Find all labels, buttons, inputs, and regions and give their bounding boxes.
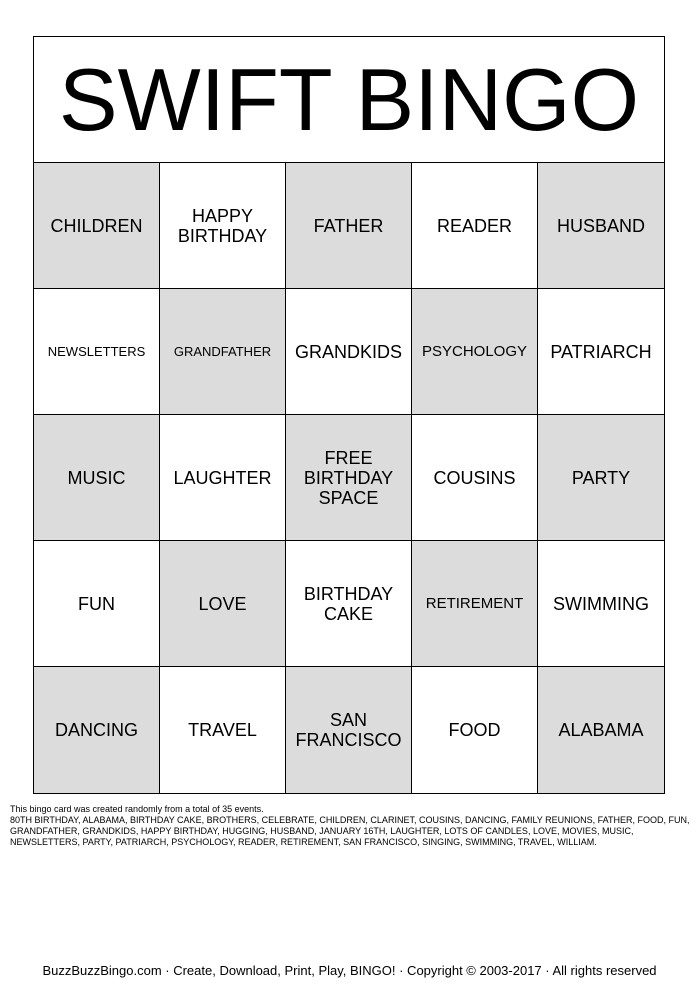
free-space-cell: FREE BIRTHDAY SPACE — [286, 415, 412, 541]
bingo-cell: TRAVEL — [160, 667, 286, 793]
bingo-grid — [34, 163, 664, 793]
bingo-cell: LOVE — [160, 541, 286, 667]
events-count-text: This bingo card was created randomly from a total of 35 events. — [10, 804, 264, 814]
bingo-cell: BIRTHDAY CAKE — [286, 541, 412, 667]
events-list-text: 80TH BIRTHDAY, ALABAMA, BIRTHDAY CAKE, BROTHERS, CELEBRATE, CHILDREN, CLARINET, COUSINS, DANCING, FAMILY REUNIONS, FATHER, FOOD, FUN, GRANDFATHER, GRANDKIDS, HAPPY BIRTHDAY, HUGGING, HUSBAND, JANUARY 16TH, LAUGHTER, LOTS OF CANDLES, LOVE, MOVIES, MUSIC, NEWSLETTERS, PARTY, PATRIARCH, PSYCHOLOGY, READER, RETIREMENT, SAN FRANCISCO, SINGING, SWIMMING, TRAVEL, WILLIAM. — [10, 815, 690, 847]
page-footer: BuzzBuzzBingo.com · Create, Download, Print, Play, BINGO! · Copyright © 2003-2017 · All rights reserved — [42, 963, 657, 978]
bingo-cell: LAUGHTER — [160, 415, 286, 541]
bingo-cell: FUN — [34, 541, 160, 667]
card-note — [10, 804, 690, 848]
bingo-cell: SWIMMING — [538, 541, 664, 667]
bingo-cell: RETIREMENT — [412, 541, 538, 667]
bingo-cell: GRANDKIDS — [286, 289, 412, 415]
bingo-cell: SAN FRANCISCO — [286, 667, 412, 793]
bingo-cell: GRANDFATHER — [160, 289, 286, 415]
bingo-cell: READER — [412, 163, 538, 289]
bingo-cell: PATRIARCH — [538, 289, 664, 415]
bingo-cell: HAPPY BIRTHDAY — [160, 163, 286, 289]
bingo-cell: PARTY — [538, 415, 664, 541]
bingo-cell: FOOD — [412, 667, 538, 793]
card-title: SWIFT BINGO — [34, 37, 664, 163]
bingo-cell: FATHER — [286, 163, 412, 289]
bingo-cell: CHILDREN — [34, 163, 160, 289]
bingo-cell: PSYCHOLOGY — [412, 289, 538, 415]
bingo-cell: COUSINS — [412, 415, 538, 541]
bingo-card — [33, 36, 665, 794]
bingo-cell: MUSIC — [34, 415, 160, 541]
bingo-cell: HUSBAND — [538, 163, 664, 289]
bingo-cell: ALABAMA — [538, 667, 664, 793]
bingo-cell: DANCING — [34, 667, 160, 793]
bingo-cell: NEWSLETTERS — [34, 289, 160, 415]
